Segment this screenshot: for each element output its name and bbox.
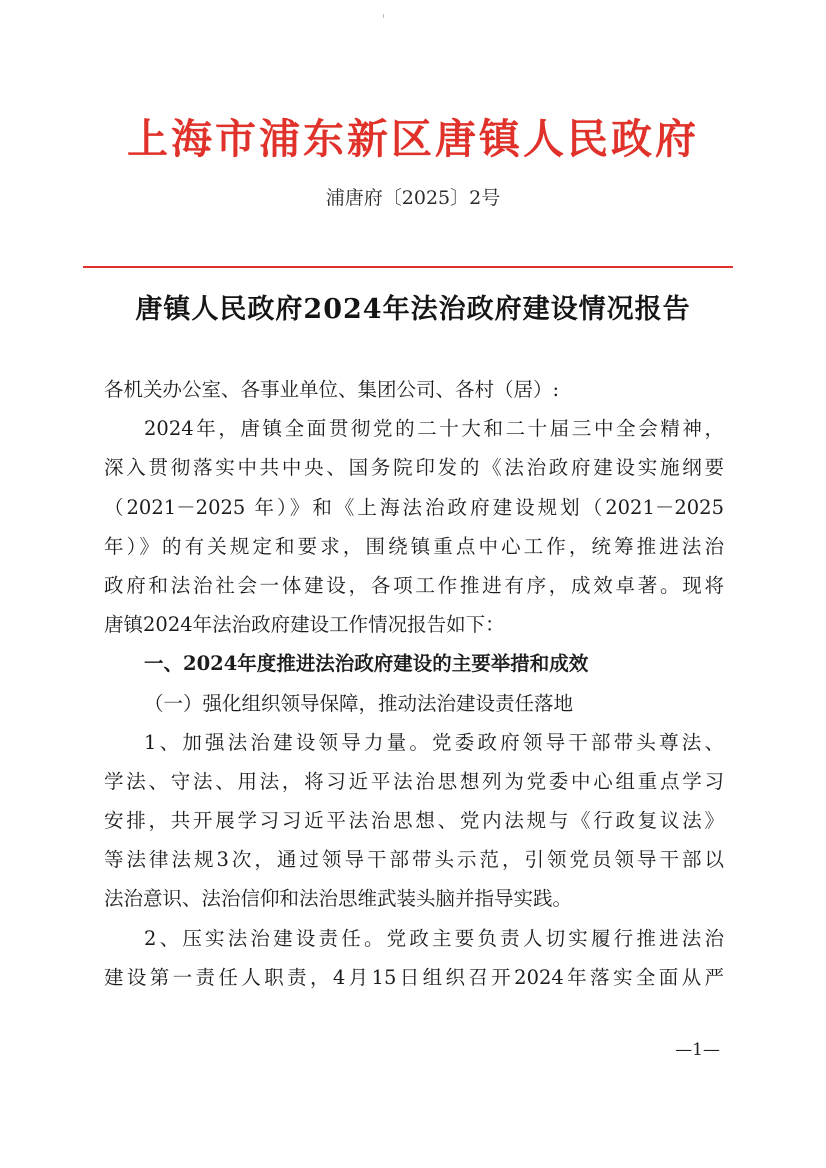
paragraph-line: 年）》的有关规定和要求，围绕镇重点中心工作，统筹推进法治 xyxy=(104,534,724,558)
paragraph-line: 政府和法治社会一体建设，各项工作推进有序，成效卓著。现将 xyxy=(104,573,724,597)
paragraph-line: 1、加强法治建设领导力量。党委政府领导干部带头尊法、 xyxy=(144,730,724,754)
red-divider-line xyxy=(83,266,733,268)
paragraph-line: 等法律法规3次，通过领导干部带头示范，引领党员领导干部以 xyxy=(104,848,724,872)
report-body xyxy=(104,370,724,997)
section-heading: 一、2024年度推进法治政府建设的主要举措和成效 xyxy=(144,652,589,676)
paragraph-line: （2021－2025 年）》和《上海法治政府建设规划（2021－2025 xyxy=(104,495,724,519)
paragraph-line: 2、压实法治建设责任。党政主要负责人切实履行推进法治 xyxy=(144,926,724,950)
paragraph-line: 唐镇2024年法治政府建设工作情况报告如下： xyxy=(104,613,505,637)
report-title: 唐镇人民政府2024年法治政府建设情况报告 xyxy=(135,294,691,325)
issuer-header: 上海市浦东新区唐镇人民政府 xyxy=(127,115,699,163)
paragraph-line: 法治意识、法治信仰和法治思维武装头脑并指导实践。 xyxy=(104,887,573,911)
page-number: —1— xyxy=(675,1040,720,1060)
subsection-heading: （一）强化组织领导保障，推动法治建设责任落地 xyxy=(144,691,574,715)
paragraph-line: 2024年，唐镇全面贯彻党的二十大和二十届三中全会精神， xyxy=(144,417,724,441)
scan-speck xyxy=(383,14,384,18)
paragraph-line: 建设第一责任人职责，4月15日组织召开2024年落实全面从严 xyxy=(104,965,724,989)
salutation-line: 各机关办公室、各事业单位、集团公司、各村（居）: xyxy=(104,378,560,401)
paragraph-line: 学法、守法、用法，将习近平法治思想列为党委中心组重点学习 xyxy=(104,769,724,793)
document-number: 浦唐府〔2025〕2号 xyxy=(325,187,501,209)
paragraph-line: 安排，共开展学习习近平法治思想、党内法规与《行政复议法》 xyxy=(104,809,724,833)
paragraph-line: 深入贯彻落实中共中央、国务院印发的《法治政府建设实施纲要 xyxy=(104,456,724,480)
